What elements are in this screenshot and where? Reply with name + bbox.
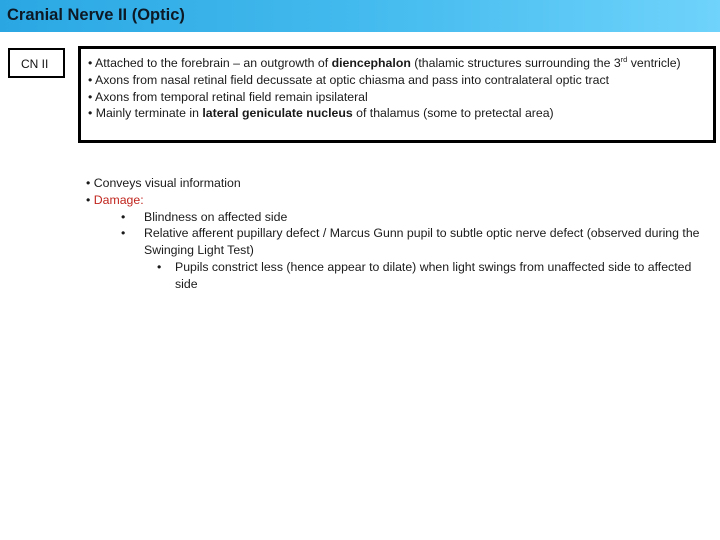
conveys-item: • Conveys visual information — [86, 176, 241, 190]
page-title: Cranial Nerve II (Optic) — [7, 6, 185, 24]
damage-subsub-item — [86, 259, 706, 293]
damage-label: Damage: — [93, 192, 144, 207]
info-line-nasal: • Axons from nasal retinal field decussate at optic chiasma and pass into contralateral optic tract — [88, 72, 610, 87]
ordinal-superscript: rd — [620, 55, 628, 64]
bullet-icon: • — [157, 259, 162, 274]
bullet-icon: • — [121, 209, 126, 224]
info-line-text: ventricle) — [627, 56, 681, 70]
info-line-text: (thalamic structures surrounding the 3 — [410, 56, 621, 70]
damage-sub-text: Relative afferent pupillary defect / Marcus Gunn pupil to subtle optic nerve defect (observed during the Swinging Light Test) — [144, 226, 700, 258]
damage-subsub-text: Pupils constrict less (hence appear to dilate) when light swings from unaffected side to affected side — [175, 259, 692, 291]
cn-label: CN II — [21, 57, 49, 71]
cn-label-box — [8, 48, 65, 78]
info-line-text: • Attached to the forebrain – an outgrowth of — [88, 56, 332, 70]
info-bold-term: lateral geniculate nucleus — [202, 106, 353, 121]
info-line-termination — [88, 105, 707, 122]
damage-sub-item — [86, 209, 706, 226]
info-line-text: of thalamus (some to pretectal area) — [352, 106, 554, 121]
bullet-icon: • — [121, 226, 126, 241]
info-line-temporal: • Axons from temporal retinal field remain ipsilateral — [88, 89, 368, 104]
damage-item — [86, 192, 706, 209]
info-box — [78, 46, 716, 143]
damage-sub-item — [86, 225, 706, 259]
info-line-diencephalon — [88, 55, 707, 72]
info-line-text: • Mainly terminate in — [88, 106, 203, 121]
damage-sub-text: Blindness on affected side — [144, 209, 288, 224]
info-bold-term: diencephalon — [331, 56, 411, 70]
main-content — [86, 175, 706, 293]
title-bar — [0, 0, 720, 32]
damage-bullet: • — [86, 192, 94, 207]
